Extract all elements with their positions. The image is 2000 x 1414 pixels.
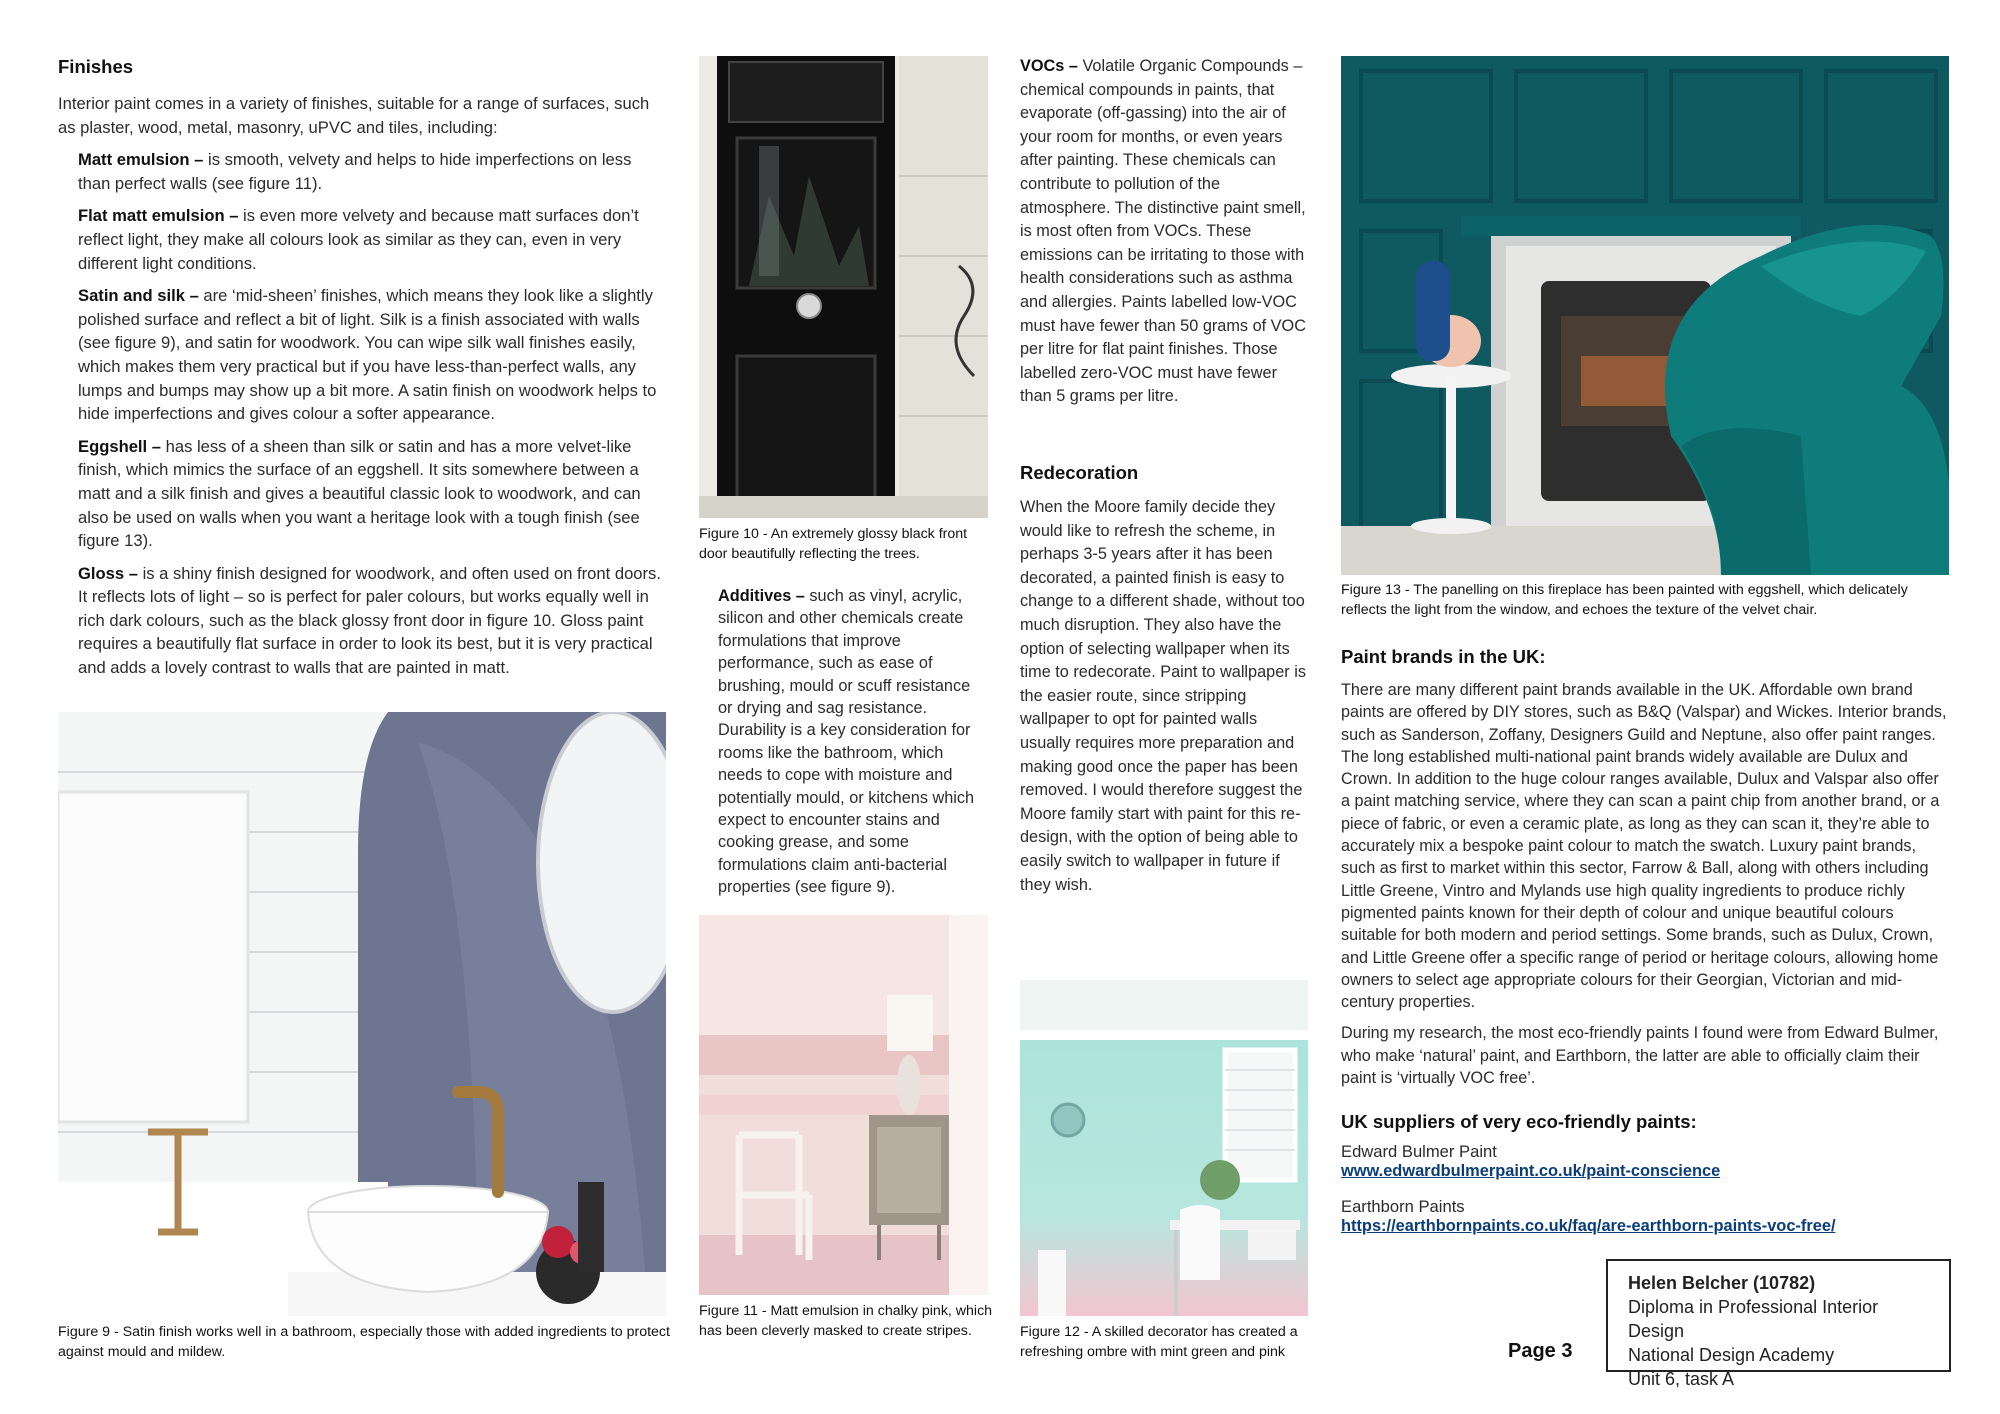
figure-10-image bbox=[699, 56, 988, 518]
supplier-item bbox=[1341, 1196, 1952, 1236]
figure-13-image bbox=[1341, 56, 1949, 575]
brands-heading: Paint brands in the UK: bbox=[1341, 646, 1546, 667]
supplier-name: Earthborn Paints bbox=[1341, 1197, 1465, 1216]
supplier-link[interactable]: www.edwardbulmerpaint.co.uk/paint-conscience bbox=[1341, 1162, 1721, 1180]
figure-9-caption: Figure 9 - Satin finish works well in a bathroom, especially those with added ingredients to protect against mould and mildew. bbox=[58, 1324, 670, 1360]
academy-line: National Design Academy bbox=[1628, 1345, 1835, 1365]
brands-paragraph-2: During my research, the most eco-friendly paints I found were from Edward Bulmer, who make ‘natural’ paint, and Earthborn, the latter are able to officially claim their paint is ‘virtually VOC free’. bbox=[1341, 1024, 1939, 1088]
figure-11-image bbox=[699, 915, 988, 1295]
redecoration-heading: Redecoration bbox=[1020, 462, 1139, 483]
author-credit-box bbox=[1606, 1259, 1951, 1389]
figure-12-image bbox=[1020, 980, 1308, 1316]
finishes-list bbox=[58, 148, 663, 679]
vocs-paragraph: VOCs – Volatile Organic Compounds – chemical compounds in paints, that evaporate (off-gassing) into the air of your room for months, or even years after painting. These chemicals can contribute to pollution of the atmosphere. The distinctive paint smell, is most often from VOCs. These emissions can be irritating to those with health considerations such as asthma and allergies. Paints labelled low-VOC must have fewer than 50 grams of VOC per litre for flat paint finishes. Those labelled zero-VOC must have fewer than 5 grams per litre. bbox=[1020, 57, 1306, 406]
figure-13-caption: Figure 13 - The panelling on this fireplace has been painted with eggshell, which delicately reflects the light from the window, and echoes the texture of the velvet chair. bbox=[1341, 582, 1908, 618]
figure-11-caption: Figure 11 - Matt emulsion in chalky pink, which has been cleverly masked to create stripes. bbox=[699, 1303, 993, 1339]
finishes-heading: Finishes bbox=[58, 56, 134, 77]
finish-item-matt: Matt emulsion – is smooth, velvety and helps to hide imperfections on less than perfect walls (see figure 11). bbox=[78, 150, 632, 193]
page-number: Page 3 bbox=[1508, 1340, 1573, 1362]
course-line: Diploma in Professional Interior Design bbox=[1628, 1297, 1879, 1341]
brands-text bbox=[1341, 679, 1952, 1089]
finish-item-satin-silk: Satin and silk – are ‘mid-sheen’ finishes, which means they look like a slightly polished surface and reflect a bit of light. Silk is a finish associated with walls (see figure 9), and satin for woodwork. You can wipe silk wall finishes easily, which makes them very practical but if you have less-than-perfect walls, any lumps and bumps may show up a bit more. A satin finish on woodwork helps to hide imperfections and gives colour a softer appearance. bbox=[78, 286, 657, 424]
finish-item-eggshell: Eggshell – has less of a sheen than silk or satin and has a more velvet-like finish, which mimics the surface of an eggshell. It sits somewhere between a matt and a silk finish and gives a beautiful classic look to woodwork, and can also be used on walls when you want a heritage look with a tough finish (see figure 13). bbox=[78, 436, 641, 551]
unit-line: Unit 6, task A bbox=[1628, 1369, 1735, 1389]
supplier-name: Edward Bulmer Paint bbox=[1341, 1142, 1497, 1161]
finish-item-gloss: Gloss – is a shiny finish designed for woodwork, and often used on front doors. It reflects lots of light – so is perfect for paler colours, but works equally well in rich dark colours, such as the black glossy front door in figure 10. Gloss paint requires a beautifully flat surface in order to look its best, but it is very practical and adds a lovely contrast to walls that are painted in matt. bbox=[78, 563, 661, 678]
finishes-intro: Interior paint comes in a variety of finishes, suitable for a range of surfaces, such as plaster, wood, metal, masonry, uPVC and tiles, including: bbox=[58, 94, 650, 137]
additives-paragraph: Additives – such as vinyl, acrylic, silicon and other chemicals create formulations that improve performance, such as ease of brushing, mould or scuff resistance or drying and sag resistance. Durability is a key consideration for rooms like the bathroom, which needs to cope with moisture and potentially mould, or kitchens which expect to encounter stains and cooking grease, and some formulations claim anti-bacterial properties (see figure 9). bbox=[718, 587, 975, 897]
figure-12-caption: Figure 12 - A skilled decorator has created a refreshing ombre with mint green and pink bbox=[1020, 1324, 1298, 1360]
brands-paragraph-1: There are many different paint brands available in the UK. Affordable own brand paints are offered by DIY stores, such as B&Q (Valspar) and Wickes. Interior brands, such as Sanderson, Zoffany, Designers Guild and Neptune, also offer paint ranges. The long established multi-national paint brands widely available are Dulux and Crown. In addition to the huge colour ranges available, Dulux and Valspar also offer a paint matching service, where they can scan a paint chip from another brand, or a piece of fabric, or even a ceramic plate, as long as they can scan it, they’re able to accurately mix a bespoke paint colour to match the swatch. Luxury paint brands, such as first to market within this sector, Farrow & Ball, along with others including Little Greene, Vintro and Mylands use high quality ingredients to produce richly pigmented paints known for their depth of colour and unique beautiful colours suitable for both modern and period settings. Some brands, such as Dulux, Crown, and Little Greene offer a specific range of period or heritage colours, allowing home owners to select age appropriate colours for their Georgian, Victorian and mid-century properties. bbox=[1341, 681, 1947, 1012]
finishes-section bbox=[58, 56, 663, 689]
figure-9-image bbox=[58, 712, 666, 1316]
author-name: Helen Belcher (10782) bbox=[1628, 1273, 1816, 1293]
supplier-link[interactable]: https://earthbornpaints.co.uk/faq/are-earthborn-paints-voc-free/ bbox=[1341, 1217, 1836, 1235]
supplier-item bbox=[1341, 1141, 1952, 1181]
figure-10-caption: Figure 10 - An extremely glossy black front door beautifully reflecting the trees. bbox=[699, 526, 968, 562]
redecoration-paragraph: When the Moore family decide they would like to refresh the scheme, in perhaps 3-5 years after it has been decorated, a painted finish is easy to change to a different shade, without too much disruption. They also have the option of selecting wallpaper when its time to redecorate. Paint to wallpaper is the easier route, since stripping wallpaper to opt for painted walls usually requires more preparation and making good once the paper has been removed. I would therefore suggest the Moore family start with paint for this re-design, with the option of being able to easily switch to wallpaper in future if they wish. bbox=[1020, 498, 1306, 894]
suppliers-heading: UK suppliers of very eco-friendly paints: bbox=[1341, 1111, 1697, 1132]
supplier-list bbox=[1341, 1141, 1952, 1236]
finish-item-flat-matt: Flat matt emulsion – is even more velvety and because matt surfaces don’t reflect light, they make all colours look as similar as they can, even in very different light conditions. bbox=[78, 206, 639, 273]
